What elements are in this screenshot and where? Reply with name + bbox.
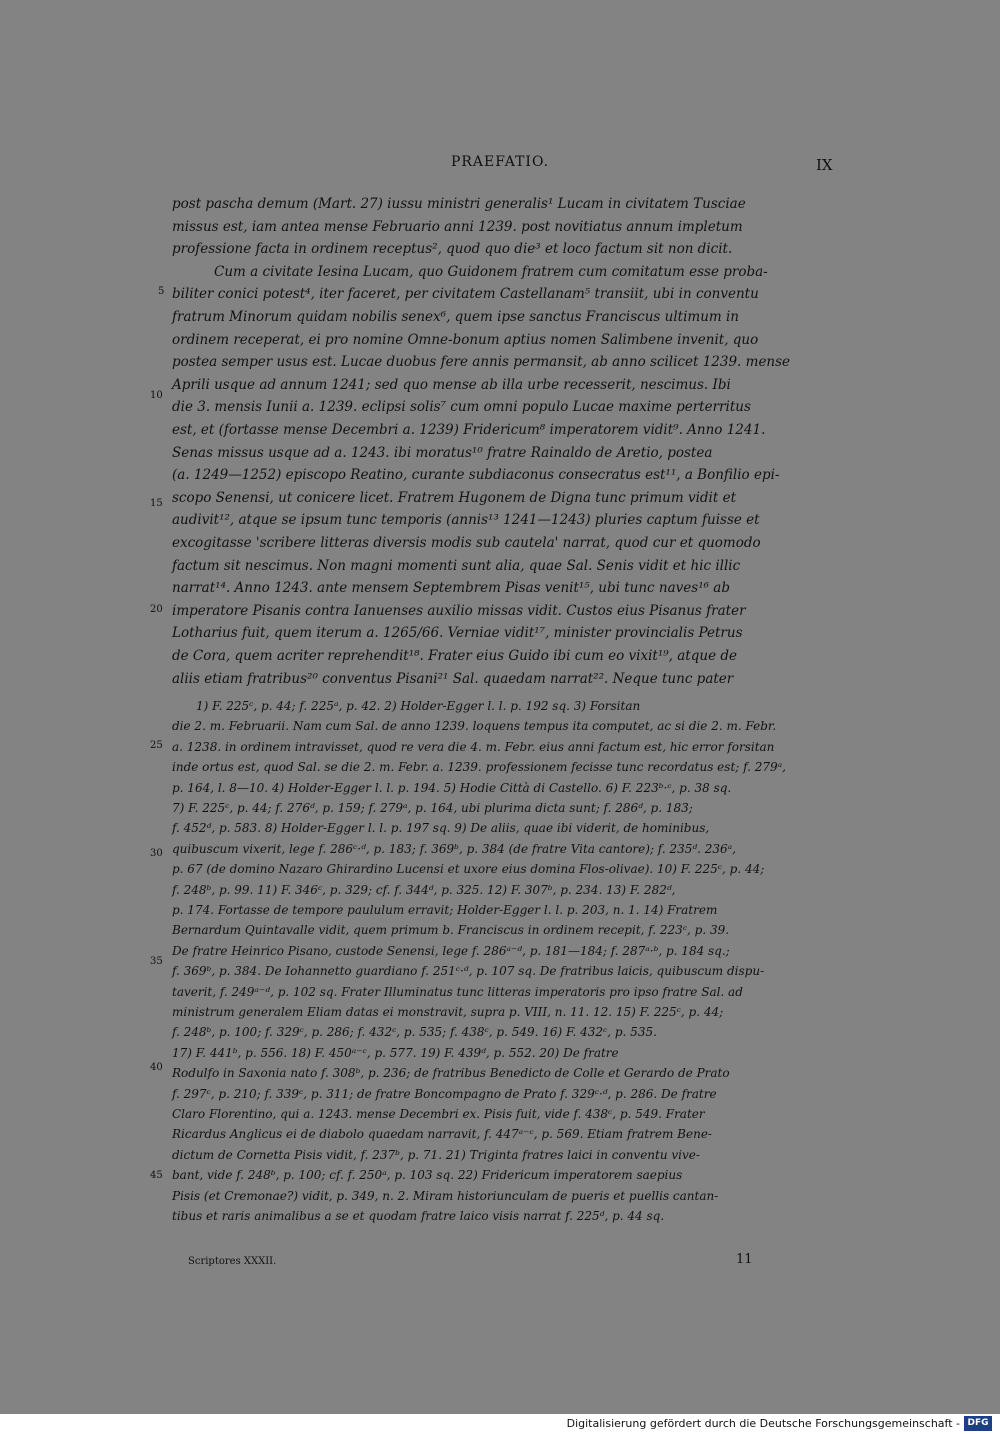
footnote-line: ministrum generalem Eliam datas ei monstravit, supra p. VIII, n. 11. 12. 15) F. 225ᶜ, p. 44; [172,1005,724,1019]
footer-credit: Digitalisierung gefördert durch die Deutsche Forschungsgemeinschaft - [566,1417,960,1430]
body-line: audivit¹², atque se ipsum tunc temporis (annis¹³ 1241—1243) pluries captum fuisse et [172,512,760,529]
footnote-line: bant, vide f. 248ᵇ, p. 100; cf. f. 250ᵃ, p. 103 sq. 22) Fridericum imperatorem saepius [172,1168,683,1183]
margin-line-number: 25 [150,740,163,751]
footnote-line: p. 67 (de domino Nazaro Ghirardino Lucensi et uxore eius domina Flos-olivae). 10) F. 225ᶜ, p. 44; [172,862,765,877]
body-line: aliis etiam fratribus²⁰ conventus Pisani²¹ Sal. quaedam narrat²². Neque tunc pater [172,670,734,687]
footnote-line: p. 174. Fortasse de tempore paululum erravit; Holder-Egger l. l. p. 203, n. 1. 14) Fratrem [172,903,718,917]
body-line: fratrum Minorum quidam nobilis senex⁶, quem ipse sanctus Franciscus ultimum in [172,309,740,325]
body-line: de Cora, quem acriter reprehendit¹⁸. Frater eius Guido ibi cum eo vixit¹⁹, atque de [172,648,737,664]
body-line: Cum a civitate Iesina Lucam, quo Guidonem fratrem cum comitatum esse proba- [214,263,768,280]
body-line: Lotharius fuit, quem iterum a. 1265/66. Verniae vidit¹⁷, minister provincialis Petrus [172,625,743,642]
body-line: post pascha demum (Mart. 27) iussu ministri generalis¹ Lucam in civitatem Tusciae [172,196,746,212]
margin-line-number: 30 [150,848,163,859]
footnote-line: die 2. m. Februarii. Nam cum Sal. de anno 1239. loquens tempus ita computet, ac si die 2. m. Febr. [172,719,777,734]
footnote-line: f. 452ᵈ, p. 583. 8) Holder-Egger l. l. p. 197 sq. 9) De aliis, quae ibi viderit, de hominibus, [172,821,710,836]
margin-line-number: 5 [158,286,165,297]
footnote-line: tibus et raris animalibus a se et quodam fratre laico visis narrat f. 225ᵈ, p. 44 sq. [172,1209,665,1223]
footnote-line: a. 1238. in ordinem intravisset, quod re vera die 4. m. Febr. eius anni factum est, hic error forsitan [172,739,775,754]
margin-line-number: 15 [150,498,163,509]
dfg-logo: DFG [964,1416,992,1431]
body-line: missus est, iam antea mense Februario anni 1239. post novitiatus annum impletum [172,218,743,235]
body-line: ordinem receperat, ei pro nomine Omne-bonum aptius nomen Salimbene invenit, quo [172,331,759,348]
footnote-line: Ricardus Anglicus ei de diabolo quaedam narravit, f. 447ᵃ⁻ᶜ, p. 569. Etiam fratrem Bene- [172,1127,712,1142]
body-line: (a. 1249—1252) episcopo Reatino, curante subdiaconus consecratus est¹¹, a Bonfilio epi- [172,467,780,484]
body-line: postea semper usus est. Lucae duobus fere annis permansit, ab anno scilicet 1239. mense [172,354,791,371]
footnote-line: 1) F. 225ᶜ, p. 44; f. 225ᵃ, p. 42. 2) Holder-Egger l. l. p. 192 sq. 3) Forsitan [196,699,641,713]
margin-line-number: 20 [150,604,163,615]
body-line: narrat¹⁴. Anno 1243. ante mensem Septembrem Pisas venit¹⁵, ubi tunc naves¹⁶ ab [172,580,731,597]
footnote-line: quibuscum vixerit, lege f. 286ᶜ·ᵈ, p. 183; f. 369ᵇ, p. 384 (de fratre Vita cantore); f. 235ᵈ. 236ᵃ, [172,841,736,856]
margin-line-number: 10 [150,390,163,401]
body-line: factum sit nescimus. Non magni momenti sunt alia, quae Sal. Senis vidit et hic illic [172,557,741,574]
page-header-title: PRAEFATIO. [450,154,550,170]
margin-line-number: 45 [150,1170,163,1181]
margin-line-number: 40 [150,1062,163,1073]
footnote-line: 17) F. 441ᵇ, p. 556. 18) F. 450ᵃ⁻ᶜ, p. 577. 19) F. 439ᵈ, p. 552. 20) De fratre [172,1045,619,1060]
footnote-line: dictum de Cornetta Pisis vidit, f. 237ᵇ, p. 71. 21) Triginta fratres laici in conventu vive- [172,1147,700,1162]
margin-line-number: 35 [150,956,163,967]
footnote-line: De fratre Heinrico Pisano, custode Senensi, lege f. 286ᵃ⁻ᵈ, p. 181—184; f. 287ᵃ·ᵇ, p. 184 sq.; [172,943,730,958]
body-line: die 3. mensis Iunii a. 1239. eclipsi solis⁷ cum omni populo Lucae maxime perterritus [172,399,751,416]
footnote-line: taverit, f. 249ᵃ⁻ᵈ, p. 102 sq. Frater Illuminatus tunc litteras imperatoris pro ipso fratre Sal. ad [172,984,743,999]
body-line: biliter conici potest⁴, iter faceret, per civitatem Castellanam⁵ transiit, ubi in conventu [172,286,759,303]
signature-mark: Scriptores XXXII. [188,1256,277,1267]
body-line: excogitasse 'scribere litteras diversis modis sub cautela' narrat, quod cur et quomodo [172,535,761,551]
body-line: scopo Senensi, ut conicere licet. Fratrem Hugonem de Digna tunc primum vidit et [172,489,736,506]
footnote-line: Pisis (et Cremonae?) vidit, p. 349, n. 2. Miram historiunculam de pueris et puellis cantan- [172,1188,719,1203]
body-line: Senas missus usque ad a. 1243. ibi moratus¹⁰ fratre Rainaldo de Aretio, postea [172,444,713,461]
signature-number: 11 [736,1252,753,1267]
body-line: est, et (fortasse mense Decembri a. 1239) Fridericum⁸ imperatorem vidit⁹. Anno 1241. [172,422,766,438]
footnote-line: f. 248ᵇ, p. 100; f. 329ᶜ, p. 286; f. 432ᶜ, p. 535; f. 438ᶜ, p. 549. 16) F. 432ᶜ, p. 535. [172,1025,657,1040]
footnote-line: p. 164, l. 8—10. 4) Holder-Egger l. l. p. 194. 5) Hodie Città di Castello. 6) F. 223ᵇ·ᶜ, p. 38 sq. [172,780,732,795]
footnote-line: Claro Florentino, qui a. 1243. mense Decembri ex. Pisis fuit, vide f. 438ᶜ, p. 549. Frater [172,1107,705,1121]
page-number: IX [816,156,833,174]
footnote-line: f. 248ᵇ, p. 99. 11) F. 346ᶜ, p. 329; cf. f. 344ᵈ, p. 325. 12) F. 307ᵇ, p. 234. 13) F. 282ᵈ, [172,882,676,897]
footer-bar [0,1414,1000,1434]
footnote-line: f. 297ᶜ, p. 210; f. 339ᶜ, p. 311; de fratre Boncompagno de Prato f. 329ᶜ·ᵈ, p. 286. De fratre [172,1086,717,1101]
footnote-line: inde ortus est, quod Sal. se die 2. m. Febr. a. 1239. professionem fecisse tunc recordatus est; f. 279ᵃ, [172,760,786,775]
footnote-line: Rodulfo in Saxonia nato f. 308ᵇ, p. 236; de fratribus Benedicto de Colle et Gerardo de Prato [172,1066,730,1081]
body-line: Aprili usque ad annum 1241; sed quo mense ab illa urbe recesserit, nescimus. Ibi [172,376,731,393]
footnote-line: 7) F. 225ᶜ, p. 44; f. 276ᵈ, p. 159; f. 279ᵃ, p. 164, ubi plurima dicta sunt; f. 286ᵈ, p. 183; [172,801,693,815]
footnote-line: f. 369ᵇ, p. 384. De Iohannetto guardiano f. 251ᶜ·ᵈ, p. 107 sq. De fratribus laicis, quibuscum dispu- [172,964,765,979]
body-line: professione facta in ordinem receptus², quod quo die³ et loco factum sit non dicit. [172,241,733,258]
body-line: imperatore Pisanis contra Ianuenses auxilio missas vidit. Custos eius Pisanus frater [172,602,746,619]
footnote-line: Bernardum Quintavalle vidit, quem primum b. Franciscus in ordinem recepit, f. 223ᶜ, p. 39. [172,923,730,938]
